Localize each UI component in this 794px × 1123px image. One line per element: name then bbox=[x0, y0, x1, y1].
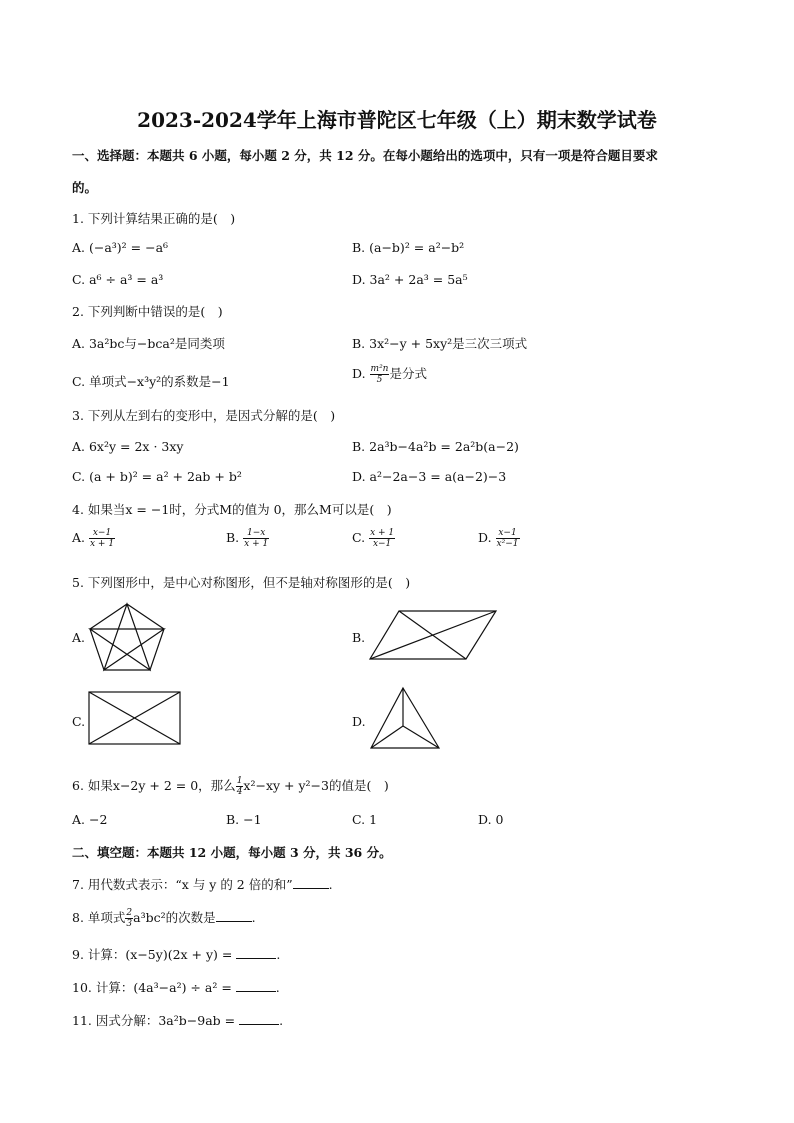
fraction-denominator: 4 bbox=[236, 787, 243, 797]
question-5-option-c-label: C. bbox=[72, 714, 86, 729]
fraction bbox=[243, 528, 269, 549]
question-1-stem: 1. 下列计算结果正确的是( ) bbox=[72, 211, 236, 226]
question-2-option-b: B. 3x²−y + 5xy²是三次三项式 bbox=[352, 336, 528, 351]
option-label: A. bbox=[72, 530, 86, 545]
question-6-option-d: D. 0 bbox=[478, 812, 504, 827]
question-text: 7. 用代数式表示：“x 与 y 的 2 倍的和” bbox=[72, 877, 293, 892]
question-2-option-d bbox=[352, 364, 427, 385]
fraction-denominator: 5 bbox=[376, 375, 383, 385]
question-3-option-c: C. (a + b)² = a² + 2ab + b² bbox=[72, 469, 242, 484]
question-7: 7. 用代数式表示：“x 与 y 的 2 倍的和” . bbox=[72, 877, 333, 892]
stem-text: 6. 如果x−2y + 2 = 0，那么 bbox=[72, 778, 236, 793]
question-5-option-d-label: D. bbox=[352, 714, 366, 729]
question-2-option-a: A. 3a²bc与−bca²是同类项 bbox=[72, 336, 225, 351]
question-1-option-b: B. (a−b)² = a²−b² bbox=[352, 240, 465, 255]
question-4-option-a bbox=[72, 528, 115, 549]
triangle-centroid-icon bbox=[369, 686, 441, 750]
question-3-option-d: D. a²−2a−3 = a(a−2)−3 bbox=[352, 469, 507, 484]
question-9: 9. 计算：(x−5y)(2x + y) = . bbox=[72, 947, 281, 962]
fraction-numerator: x−1 bbox=[89, 528, 115, 539]
fraction-denominator: 3 bbox=[126, 919, 133, 929]
question-4-option-c bbox=[352, 528, 395, 549]
question-text: 10. 计算：(4a³−a²) ÷ a² = bbox=[72, 980, 232, 995]
question-1-option-a: A. (−a³)² = −a⁶ bbox=[72, 240, 169, 255]
question-text: a³bc²的次数是 bbox=[133, 910, 216, 925]
fraction-numerator: 1−x bbox=[243, 528, 269, 539]
question-1-option-d: D. 3a² + 2a³ = 5a⁵ bbox=[352, 272, 468, 287]
question-4-stem: 4. 如果当x = −1时，分式M的值为 0，那么M可以是( ) bbox=[72, 502, 392, 517]
fraction-numerator: 1 bbox=[236, 776, 243, 786]
fraction-numerator: x + 1 bbox=[370, 528, 395, 538]
question-3-option-a: A. 6x²y = 2x · 3xy bbox=[72, 439, 184, 454]
fraction bbox=[369, 528, 395, 549]
question-6-option-a: A. −2 bbox=[72, 812, 108, 827]
stem-text: x²−xy + y²−3的值是( ) bbox=[243, 778, 389, 793]
answer-blank[interactable] bbox=[293, 878, 329, 889]
question-4-option-d bbox=[478, 528, 520, 549]
fraction bbox=[89, 528, 115, 549]
option-label: C. bbox=[352, 530, 366, 545]
pentagon-star-icon bbox=[88, 602, 166, 672]
section-1-heading: 一、选择题：本题共 6 小题，每小题 2 分，共 12 分。在每小题给出的选项中，只有一项是符合题目要求 bbox=[72, 148, 658, 163]
answer-blank[interactable] bbox=[239, 1014, 279, 1025]
question-6-stem bbox=[72, 776, 389, 797]
question-text: 8. 单项式 bbox=[72, 910, 126, 925]
question-4-option-b bbox=[226, 528, 269, 549]
fraction-denominator: x−1 bbox=[372, 539, 392, 549]
page-title: 2023-2024学年上海市普陀区七年级（上）期末数学试卷 bbox=[137, 108, 657, 132]
question-5-option-b-label: B. bbox=[352, 630, 366, 645]
answer-blank[interactable] bbox=[216, 911, 252, 922]
question-8: 8. 单项式 $\frac{2}{3}$ a³bc²的次数是 . bbox=[72, 908, 256, 929]
parallelogram-diagonals-icon bbox=[369, 609, 499, 661]
option-label: B. bbox=[226, 530, 240, 545]
question-11: 11. 因式分解：3a²b−9ab = . bbox=[72, 1013, 284, 1028]
section-1-heading-cont: 的。 bbox=[72, 180, 98, 195]
fraction-denominator: x + 1 bbox=[244, 539, 269, 549]
question-text: 9. 计算：(x−5y)(2x + y) = bbox=[72, 947, 233, 962]
question-10: 10. 计算：(4a³−a²) ÷ a² = . bbox=[72, 980, 280, 995]
question-2-stem: 2. 下列判断中错误的是( ) bbox=[72, 304, 223, 319]
question-5-stem: 5. 下列图形中，是中心对称图形，但不是轴对称图形的是( ) bbox=[72, 575, 411, 590]
fraction-denominator: x + 1 bbox=[90, 539, 115, 549]
option-label: D. bbox=[478, 530, 492, 545]
question-3-option-b: B. 2a³b−4a²b = 2a²b(a−2) bbox=[352, 439, 519, 454]
question-2-option-c: C. 单项式−x³y²的系数是−1 bbox=[72, 374, 230, 389]
fraction bbox=[125, 908, 133, 929]
answer-blank[interactable] bbox=[236, 948, 276, 959]
fraction-denominator: x²−1 bbox=[496, 539, 519, 549]
fraction-numerator: x−1 bbox=[496, 528, 520, 539]
question-6-option-c: C. 1 bbox=[352, 812, 378, 827]
question-text: 11. 因式分解：3a²b−9ab = bbox=[72, 1013, 236, 1028]
fraction bbox=[370, 364, 390, 385]
question-1-option-c: C. a⁶ ÷ a³ = a³ bbox=[72, 272, 164, 287]
fraction-numerator: 2 bbox=[126, 908, 133, 918]
question-5-option-a-label: A. bbox=[72, 630, 86, 645]
fraction-numerator: m²n bbox=[370, 364, 389, 374]
answer-blank[interactable] bbox=[236, 981, 276, 992]
section-2-heading: 二、填空题：本题共 12 小题，每小题 3 分，共 36 分。 bbox=[72, 845, 392, 860]
question-6-option-b: B. −1 bbox=[226, 812, 262, 827]
fraction bbox=[496, 528, 520, 549]
option-label: D. bbox=[352, 366, 370, 381]
option-text: 是分式 bbox=[389, 366, 427, 381]
question-3-stem: 3. 下列从左到右的变形中，是因式分解的是( ) bbox=[72, 408, 336, 423]
rectangle-diagonals-icon bbox=[88, 690, 182, 746]
